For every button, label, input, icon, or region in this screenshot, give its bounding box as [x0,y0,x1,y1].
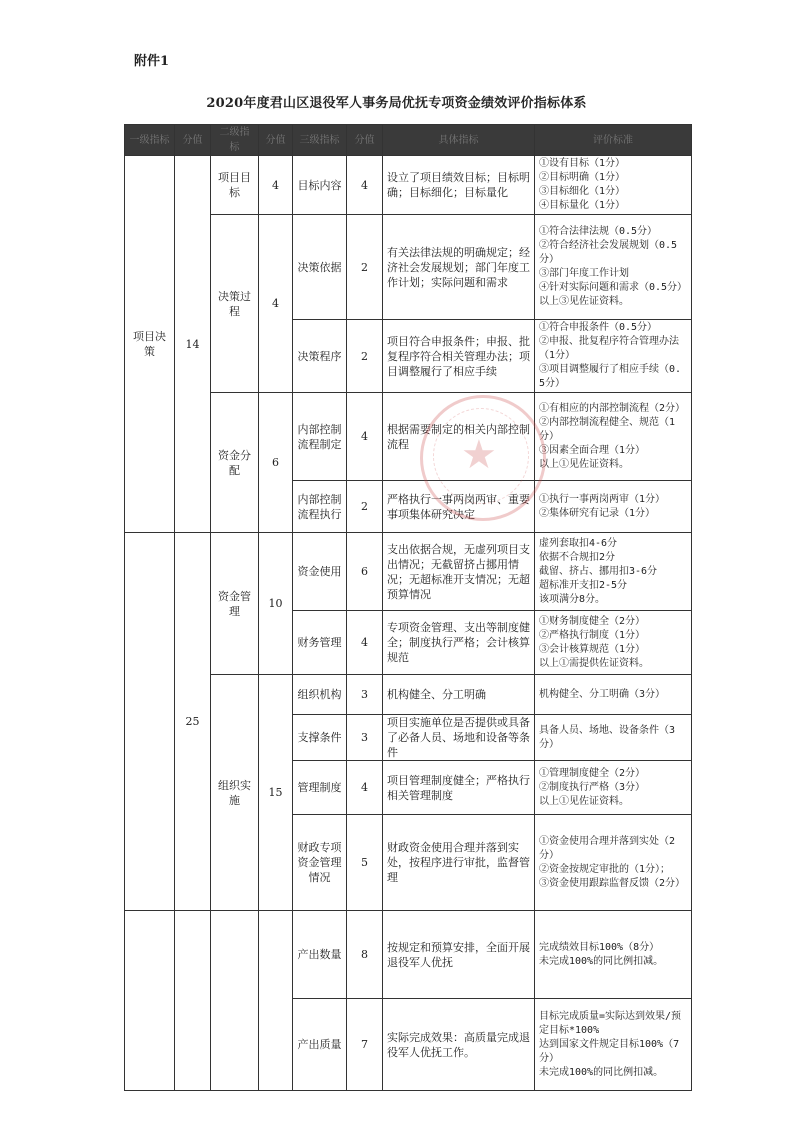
criteria-line: 具备人员、场地、设备条件（3分） [539,724,676,750]
header-score1: 分值 [175,125,211,156]
header-level2: 二级指标 [211,125,259,156]
criteria-line: 该项满分8分。 [539,593,606,605]
level3-name: 产出数量 [293,911,347,999]
header-score3: 分值 [347,125,383,156]
table-row [125,533,692,611]
level3-name: 资金使用 [293,533,347,611]
level3-detail: 有关法律法规的明确规定；经济社会发展规划；部门年度工作计划；实际问题和需求 [383,215,535,320]
level3-score: 8 [347,911,383,999]
level3-score: 2 [347,320,383,393]
level3-criteria [535,393,692,481]
criteria-line: ②目标明确（1分） [539,172,626,183]
criteria-line: ①有相应的内部控制流程（2分） [539,402,686,414]
level2-name: 决策过程 [211,215,259,393]
header-criteria: 评价标准 [535,125,692,156]
level1-score [175,911,211,1091]
criteria-line: ①符合法律法规（0.5分） [539,226,658,237]
level3-detail: 项目实施单位是否提供或具备了必备人员、场地和设备等条件 [383,715,535,761]
level3-name: 决策程序 [293,320,347,393]
level1-name [125,533,175,911]
level3-detail: 项目管理制度健全；严格执行相关管理制度 [383,761,535,815]
level3-detail: 设立了项目绩效目标；目标明确；目标细化；目标量化 [383,156,535,215]
level1-score: 14 [175,156,211,533]
criteria-line: ②符合经济社会发展规划（0.5分） [539,240,678,265]
indicator-table-wrapper [124,124,692,1091]
header-score2: 分值 [259,125,293,156]
level2-score: 6 [259,393,293,533]
level2-name: 资金管理 [211,533,259,675]
criteria-line: 达到国家文件规定目标100%（7分） [539,1038,680,1064]
seal-star-icon: ★ [461,432,497,478]
level3-score: 2 [347,481,383,533]
level3-criteria [535,761,692,815]
criteria-line: ①设有目标（1分） [539,158,626,169]
indicator-table [124,124,692,1091]
level3-score: 4 [347,761,383,815]
criteria-line: ①资金使用合理并落到实处（2分） [539,835,676,861]
level2-name [211,911,259,1091]
table-row [125,675,692,715]
level3-detail: 严格执行一事两岗两审、重要事项集体研究决定 [383,481,535,533]
level3-detail: 机构健全、分工明确 [383,675,535,715]
level3-name: 决策依据 [293,215,347,320]
header-detail: 具体指标 [383,125,535,156]
criteria-line: ③目标细化（1分） [539,186,626,197]
level3-name: 支撑条件 [293,715,347,761]
level3-score: 4 [347,393,383,481]
level1-score: 25 [175,533,211,911]
level3-criteria [535,675,692,715]
level3-name: 管理制度 [293,761,347,815]
table-row [125,156,692,215]
level3-detail: 专项资金管理、支出等制度健全；制度执行严格；会计核算规范 [383,611,535,675]
level3-score: 2 [347,215,383,320]
criteria-line: 虚列套取扣4-6分 [539,537,618,549]
criteria-line: 以上①见佐证资料。 [539,795,629,807]
level2-score [259,911,293,1091]
criteria-line: ①符合申报条件（0.5分） [539,322,658,333]
attachment-label: 附件1 [134,54,170,69]
criteria-line: ②申报、批复程序符合管理办法（1分） [539,336,679,361]
criteria-line: 以上①见佐证资料。 [539,458,629,470]
criteria-line: ③项目调整履行了相应手续（0.5分） [539,364,682,389]
level3-score: 3 [347,675,383,715]
level3-name: 财务管理 [293,611,347,675]
table-row [125,393,692,481]
level3-criteria [535,999,692,1091]
criteria-line: ②内部控制流程健全、规范（1分） [539,416,676,442]
table-header-row [125,125,692,156]
level3-criteria [535,481,692,533]
criteria-line: ②严格执行制度（1分） [539,629,646,641]
criteria-line: 未完成100%的同比例扣减。 [539,1066,664,1078]
criteria-line: ①财务制度健全（2分） [539,615,646,627]
level3-detail: 按规定和预算安排，全面开展退役军人优抚 [383,911,535,999]
header-level1: 一级指标 [125,125,175,156]
level3-score: 6 [347,533,383,611]
criteria-line: ④针对实际问题和需求（0.5分） [539,282,688,293]
criteria-line: ③资金使用跟踪监督反馈（2分） [539,877,686,889]
level3-score: 7 [347,999,383,1091]
page-title: 2020年度君山区退役军人事务局优抚专项资金绩效评价指标体系 [206,96,587,111]
level3-criteria [535,320,692,393]
level3-detail: 支出依据合规，无虚列项目支出情况；无截留挤占挪用情况；无超标准开支情况；无超预算情况 [383,533,535,611]
criteria-line: 依据不合规扣2分 [539,551,616,563]
criteria-line: 完成绩效目标100%（8分） [539,941,660,953]
level3-detail: 项目符合申报条件；申报、批复程序符合相关管理办法；项目调整履行了相应手续 [383,320,535,393]
level3-criteria [535,911,692,999]
level2-name: 项目目标 [211,156,259,215]
criteria-line: 目标完成质量=实际达到效果/预定目标*100% [539,1010,682,1036]
criteria-line: ①管理制度健全（2分） [539,767,646,779]
criteria-line: 未完成100%的同比例扣减。 [539,955,664,967]
level3-detail: 根据需要制定的相关内部控制流程 [383,393,535,481]
criteria-line: ②制度执行严格（3分） [539,781,646,793]
level2-name: 资金分配 [211,393,259,533]
level2-score: 10 [259,533,293,675]
criteria-line: 机构健全、分工明确（3分） [539,688,666,700]
level3-name: 内部控制流程制定 [293,393,347,481]
level3-criteria [535,611,692,675]
level3-score: 4 [347,611,383,675]
level1-name: 项目决策 [125,156,175,533]
level3-name: 财政专项资金管理情况 [293,815,347,911]
level3-criteria [535,715,692,761]
criteria-line: ③部门年度工作计划 [539,268,629,279]
level2-score: 4 [259,215,293,393]
level3-criteria [535,215,692,320]
criteria-line: 以上①需提供佐证资料。 [539,657,649,669]
level2-score: 4 [259,156,293,215]
level2-name: 组织实施 [211,675,259,911]
level3-detail: 财政资金使用合理并落到实处，按程序进行审批，监督管理 [383,815,535,911]
level3-score: 3 [347,715,383,761]
level1-name [125,911,175,1091]
level3-detail: 实际完成效果：高质量完成退役军人优抚工作。 [383,999,535,1091]
criteria-line: ②集体研究有记录（1分） [539,507,656,519]
table-row [125,215,692,320]
level3-name: 目标内容 [293,156,347,215]
criteria-line: ②资金按规定审批的（1分）； [539,863,671,875]
table-row [125,911,692,999]
level3-criteria [535,533,692,611]
level3-criteria [535,156,692,215]
criteria-line: 以上③见佐证资料。 [539,296,629,307]
level3-criteria [535,815,692,911]
criteria-line: ③因素全面合理（1分） [539,444,646,456]
criteria-line: 截留、挤占、挪用扣3-6分 [539,565,658,577]
level3-name: 组织机构 [293,675,347,715]
level3-score: 5 [347,815,383,911]
header-level3: 三级指标 [293,125,347,156]
criteria-line: ④目标量化（1分） [539,200,626,211]
criteria-line: ①执行一事两岗两审（1分） [539,493,666,505]
criteria-line: ③会计核算规范（1分） [539,643,646,655]
criteria-line: 超标准开支扣2-5分 [539,579,628,591]
level2-score: 15 [259,675,293,911]
level3-name: 内部控制流程执行 [293,481,347,533]
level3-name: 产出质量 [293,999,347,1091]
level3-score: 4 [347,156,383,215]
